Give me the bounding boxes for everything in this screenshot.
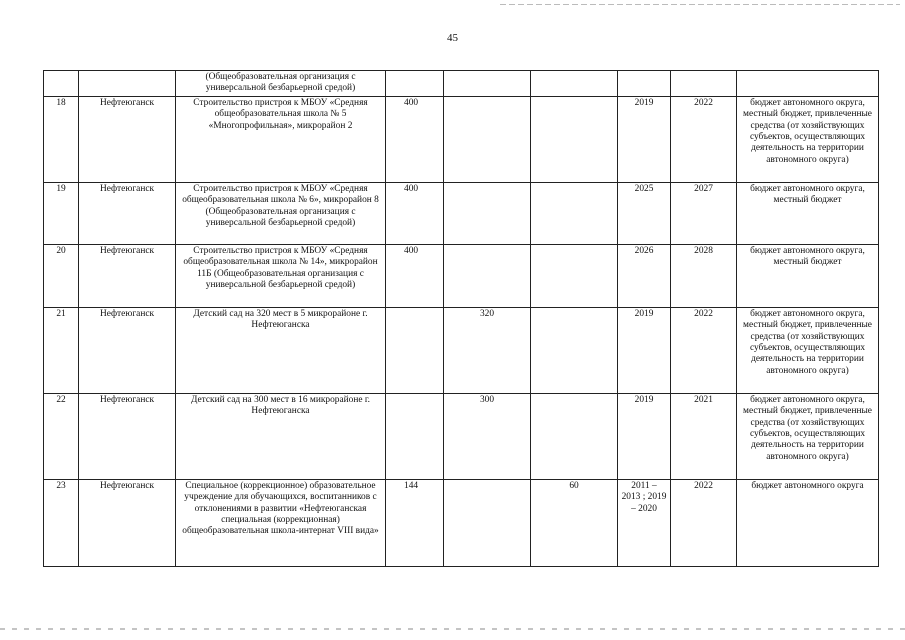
row-number: 22 [44, 393, 79, 479]
table-row [44, 307, 879, 393]
start-year-cell: 2019 [618, 393, 671, 479]
table-row [44, 71, 879, 97]
city-cell: Нефтеюганск [79, 244, 176, 307]
capacity-other-cell: 60 [531, 479, 618, 566]
row-number: 18 [44, 96, 79, 182]
capacity-school-cell: 400 [386, 96, 444, 182]
capacity-school-cell: 144 [386, 479, 444, 566]
table-row [44, 479, 879, 566]
project-name-cell: (Общеобразовательная организация с универсальной безбарьерной средой) [176, 71, 386, 97]
city-cell: Нефтеюганск [79, 96, 176, 182]
end-year-cell: 2022 [671, 307, 737, 393]
project-name-cell: Детский сад на 300 мест в 16 микрорайоне г. Нефтеюганска [176, 393, 386, 479]
table-body [44, 71, 879, 567]
end-year-cell [671, 71, 737, 97]
page-number: 45 [447, 32, 458, 44]
capacity-other-cell [531, 393, 618, 479]
capacity-school-cell [386, 307, 444, 393]
start-year-cell: 2026 [618, 244, 671, 307]
start-year-cell: 2025 [618, 182, 671, 244]
funding-source-cell: бюджет автономного округа, местный бюджет, привлеченные средства (от хозяйствующих субъектов, осуществляющих деятельность на территории автономного округа) [737, 307, 879, 393]
end-year-cell: 2022 [671, 96, 737, 182]
capacity-kindergarten-cell [444, 96, 531, 182]
row-number: 19 [44, 182, 79, 244]
funding-source-cell: бюджет автономного округа, местный бюджет, привлеченные средства (от хозяйствующих субъектов, осуществляющих деятельность на территории автономного округа) [737, 96, 879, 182]
funding-source-cell: бюджет автономного округа, местный бюджет [737, 182, 879, 244]
facilities-table [43, 70, 879, 567]
funding-source-cell: бюджет автономного округа, местный бюджет [737, 244, 879, 307]
capacity-kindergarten-cell: 300 [444, 393, 531, 479]
table-row [44, 244, 879, 307]
project-name-cell: Специальное (коррекционное) образовательное учреждение для обучающихся, воспитанников с отклонениями в развитии «Нефтеюганская специальная (коррекционная) общеобразовательная школа-интернат VIII вида» [176, 479, 386, 566]
funding-source-cell: бюджет автономного округа [737, 479, 879, 566]
city-cell: Нефтеюганск [79, 307, 176, 393]
capacity-school-cell: 400 [386, 244, 444, 307]
start-year-cell: 2019 [618, 96, 671, 182]
start-year-cell: 2019 [618, 307, 671, 393]
row-number: 21 [44, 307, 79, 393]
capacity-school-cell [386, 71, 444, 97]
capacity-kindergarten-cell [444, 479, 531, 566]
scan-artifact-bottom [0, 628, 905, 630]
end-year-cell: 2021 [671, 393, 737, 479]
table-row [44, 393, 879, 479]
city-cell [79, 71, 176, 97]
row-number [44, 71, 79, 97]
capacity-other-cell [531, 96, 618, 182]
end-year-cell: 2028 [671, 244, 737, 307]
funding-source-cell [737, 71, 879, 97]
capacity-school-cell: 400 [386, 182, 444, 244]
capacity-other-cell [531, 182, 618, 244]
start-year-cell: 2011 – 2013 ; 2019 – 2020 [618, 479, 671, 566]
project-name-cell: Строительство пристроя к МБОУ «Средняя общеобразовательная школа № 5 «Многопрофильная», микрорайон 2 [176, 96, 386, 182]
table-row [44, 182, 879, 244]
capacity-kindergarten-cell [444, 71, 531, 97]
table-row [44, 96, 879, 182]
capacity-kindergarten-cell [444, 182, 531, 244]
start-year-cell [618, 71, 671, 97]
capacity-other-cell [531, 307, 618, 393]
city-cell: Нефтеюганск [79, 479, 176, 566]
end-year-cell: 2022 [671, 479, 737, 566]
city-cell: Нефтеюганск [79, 182, 176, 244]
capacity-other-cell [531, 244, 618, 307]
project-name-cell: Строительство пристроя к МБОУ «Средняя общеобразовательная школа № 6», микрорайон 8 (Общеобразовательная организация с универсальной безбарьерной средой) [176, 182, 386, 244]
project-name-cell: Детский сад на 320 мест в 5 микрорайоне г. Нефтеюганска [176, 307, 386, 393]
capacity-school-cell [386, 393, 444, 479]
funding-source-cell: бюджет автономного округа, местный бюджет, привлеченные средства (от хозяйствующих субъектов, осуществляющих деятельность на территории автономного округа) [737, 393, 879, 479]
row-number: 23 [44, 479, 79, 566]
capacity-other-cell [531, 71, 618, 97]
city-cell: Нефтеюганск [79, 393, 176, 479]
end-year-cell: 2027 [671, 182, 737, 244]
scan-artifact-top [500, 4, 900, 5]
project-name-cell: Строительство пристроя к МБОУ «Средняя общеобразовательная школа № 14», микрорайон 11Б (Общеобразовательная организация с универсальной безбарьерной средой) [176, 244, 386, 307]
capacity-kindergarten-cell [444, 244, 531, 307]
row-number: 20 [44, 244, 79, 307]
capacity-kindergarten-cell: 320 [444, 307, 531, 393]
